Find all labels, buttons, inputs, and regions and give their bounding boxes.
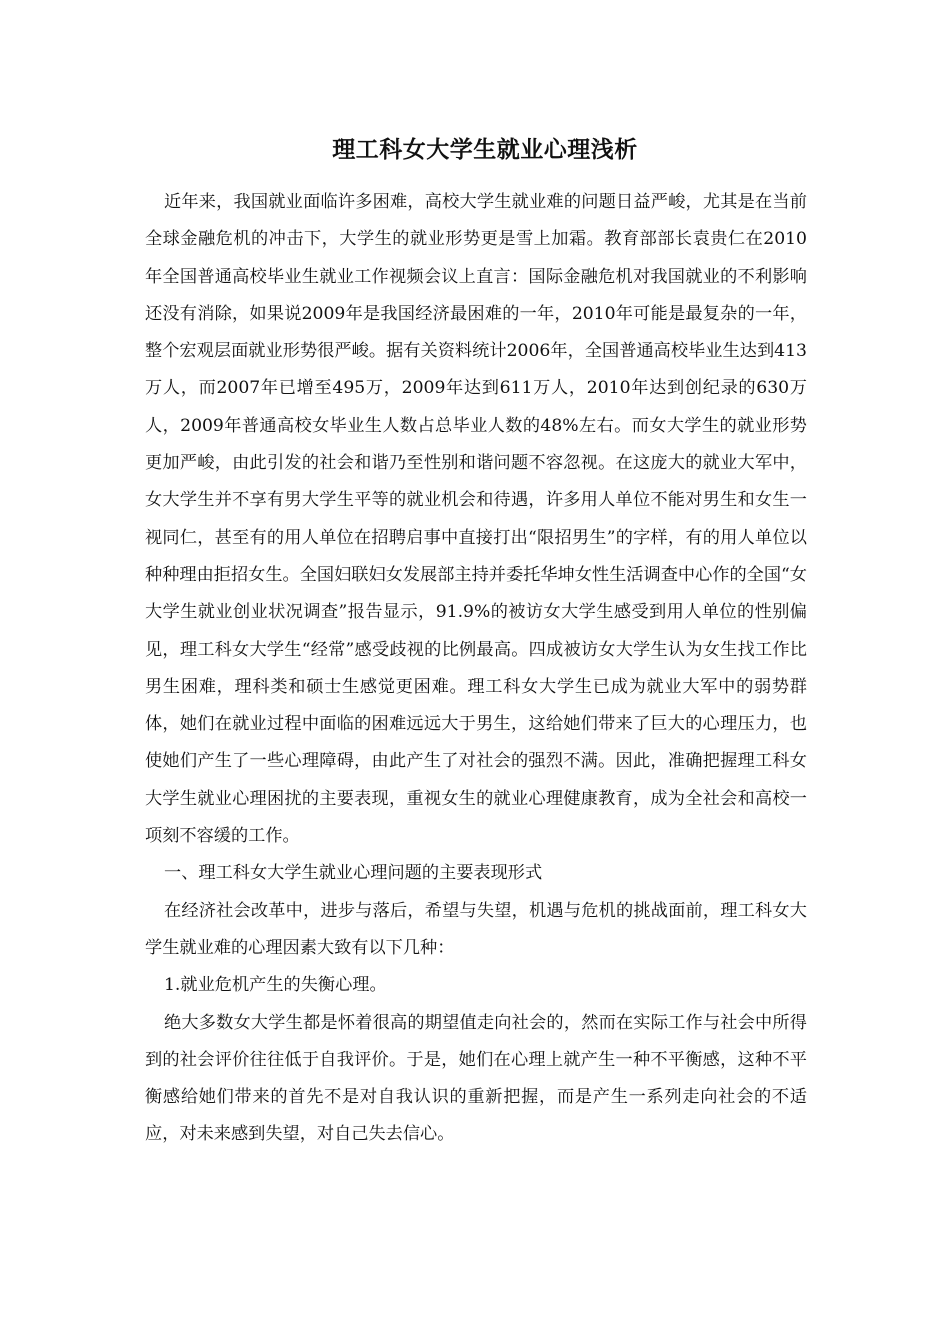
intro-paragraph: 近年来，我国就业面临许多困难，高校大学生就业难的问题日益严峻，尤其是在当前全球金融危机的冲击下，大学生的就业形势更是雪上加霜。教育部部长袁贵仁在2010年全国普通高校毕业生就业工作视频会议上直言：国际金融危机对我国就业的不利影响还没有消除，如果说2009年是我国经济最困难的一年，2010年可能是最复杂的一年，整个宏观层面就业形势很严峻。据有关资料统计2006年，全国普通高校毕业生达到413万人，而2007年已增至495万，2009年达到611万人，2010年达到创纪录的630万人，2009年普通高校女毕业生人数占总毕业人数的48%左右。而女大学生的就业形势更加严峻，由此引发的社会和谐乃至性别和谐问题不容忽视。在这庞大的就业大军中，女大学生并不享有男大学生平等的就业机会和待遇，许多用人单位不能对男生和女生一视同仁，甚至有的用人单位在招聘启事中直接打出“限招男生”的字样，有的用人单位以种种理由拒招女生。全国妇联妇女发展部主持并委托华坤女性生活调查中心作的全国“女大学生就业创业状况调查”报告显示，91.9%的被访女大学生感受到用人单位的性别偏见，理工科女大学生“经常”感受歧视的比例最高。四成被访女大学生认为女生找工作比男生困难，理科类和硕士生感觉更困难。理工科女大学生已成为就业大军中的弱势群体，她们在就业过程中面临的困难远远大于男生，这给她们带来了巨大的心理压力，也使她们产生了一些心理障碍，由此产生了对社会的强烈不满。因此，准确把握理工科女大学生就业心理困扰的主要表现，重视女生的就业心理健康教育，成为全社会和高校一项刻不容缓的工作。 [145,192,807,847]
document-title: 理工科女大学生就业心理浅析 [332,136,638,163]
section-intro-paragraph: 在经济社会改革中，进步与落后，希望与失望，机遇与危机的挑战面前，理工科女大学生就业难的心理因素大致有以下几种： [145,900,807,958]
document-body [145,184,807,1154]
subsection-heading-1: 1.就业危机产生的失衡心理。 [164,975,387,996]
subsection-paragraph-1: 绝大多数女大学生都是怀着很高的期望值走向社会的，然而在实际工作与社会中所得到的社会评价往往低于自我评价。于是，她们在心理上就产生一种不平衡感，这种不平衡感给她们带来的首先不是对自我认识的重新把握，而是产生一系列走向社会的不适应，对未来感到失望，对自己失去信心。 [145,1012,807,1145]
section-heading-1: 一、理工科女大学生就业心理问题的主要表现形式 [164,863,543,884]
